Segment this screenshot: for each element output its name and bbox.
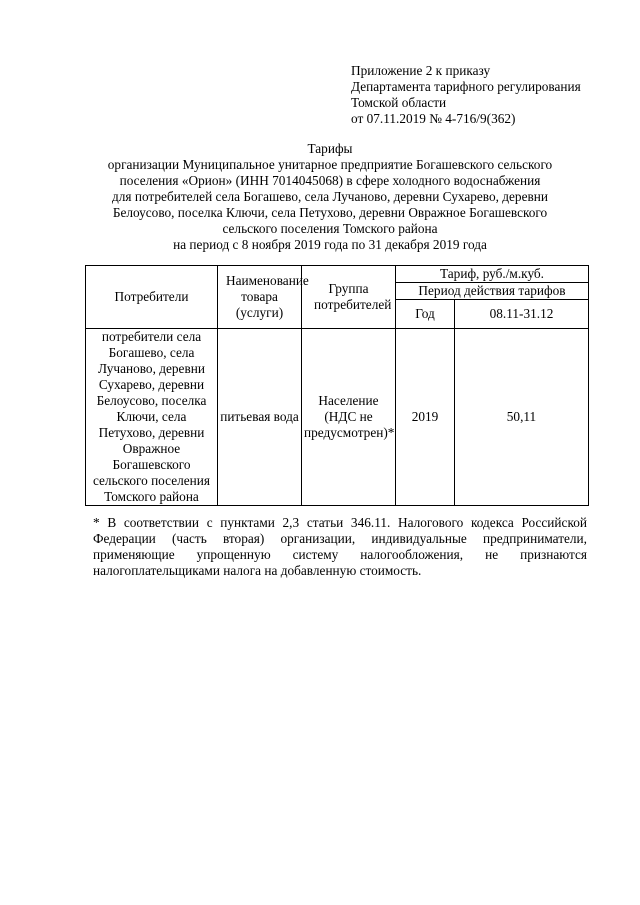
footnote-line: Федерации (часть вторая) организации, индивидуальные предприниматели,: [93, 531, 587, 546]
title-period-line: на период с 8 ноября 2019 года по 31 декабря 2019 года: [173, 237, 487, 252]
header-dates: 08.11-31.12: [455, 300, 589, 329]
consumers-line: сельского поселения: [92, 473, 211, 488]
appendix-line: Приложение 2 к приказу: [351, 63, 491, 78]
title-line: для потребителей села Богашево, села Лучаново, деревни Сухарево, деревни: [112, 189, 548, 204]
consumers-line: Ключи, села: [116, 409, 187, 424]
cell-group: [302, 329, 396, 506]
consumers-line: Сухарево, деревни: [98, 377, 205, 392]
group-line: (НДС не: [324, 409, 373, 424]
table-row: [86, 329, 589, 506]
consumers-line: Лучаново, деревни: [98, 361, 205, 376]
cell-tariff-value: 50,11: [455, 329, 589, 506]
group-line: Население: [318, 393, 379, 408]
tariff-table-body: [86, 329, 589, 506]
cell-year: 2019: [396, 329, 455, 506]
consumers-line: Богашевского: [112, 457, 191, 472]
consumers-line: Богашево, села: [108, 345, 195, 360]
appendix-line: Томской области: [351, 95, 447, 110]
title-line: Белоусово, поселка Ключи, села Петухово, деревни Овражное Богашевского: [112, 205, 548, 220]
footnote-line: налогоплательщиками налога на добавленную стоимость.: [93, 563, 422, 578]
consumers-line: Петухово, деревни: [98, 425, 205, 440]
consumers-line: Овражное: [122, 441, 181, 456]
appendix-block: [351, 63, 621, 127]
footnote: [93, 515, 587, 579]
header-group-text: Группа потребителей: [314, 281, 392, 312]
header-product: [218, 266, 309, 329]
header-tariff: Тариф, руб./м.куб.: [396, 266, 589, 283]
appendix-date-line: от 07.11.2019 № 4-716/9(362): [351, 111, 516, 126]
cell-consumers: [86, 329, 218, 506]
header-group: [302, 266, 396, 329]
title-line: сельского поселения Томского района: [222, 221, 438, 236]
cell-product: питьевая вода: [218, 329, 302, 506]
title-heading: Тарифы: [307, 141, 353, 156]
header-year: Год: [396, 300, 455, 329]
header-consumers: Потребители: [86, 266, 218, 329]
header-period: Период действия тарифов: [396, 283, 589, 300]
group-line: предусмотрен)*: [304, 425, 395, 440]
tariff-table: [85, 265, 589, 506]
footnote-line: применяющие упрощенную систему налогообложения, не признаются: [93, 547, 587, 562]
header-product-text: Наименование товара (услуги): [226, 273, 309, 320]
document-title: [70, 141, 590, 253]
appendix-line: Департамента тарифного регулирования: [351, 79, 581, 94]
consumers-line: потребители села: [101, 329, 202, 344]
title-line: организации Муниципальное унитарное предприятие Богашевского сельского: [107, 157, 553, 172]
title-line: поселения «Орион» (ИНН 7014045068) в сфере холодного водоснабжения: [119, 173, 541, 188]
footnote-line: * В соответствии с пунктами 2,3 статьи 346.11. Налогового кодекса Российской: [93, 515, 587, 530]
consumers-line: Томского района: [104, 489, 199, 504]
consumers-line: Белоусово, поселка: [96, 393, 207, 408]
